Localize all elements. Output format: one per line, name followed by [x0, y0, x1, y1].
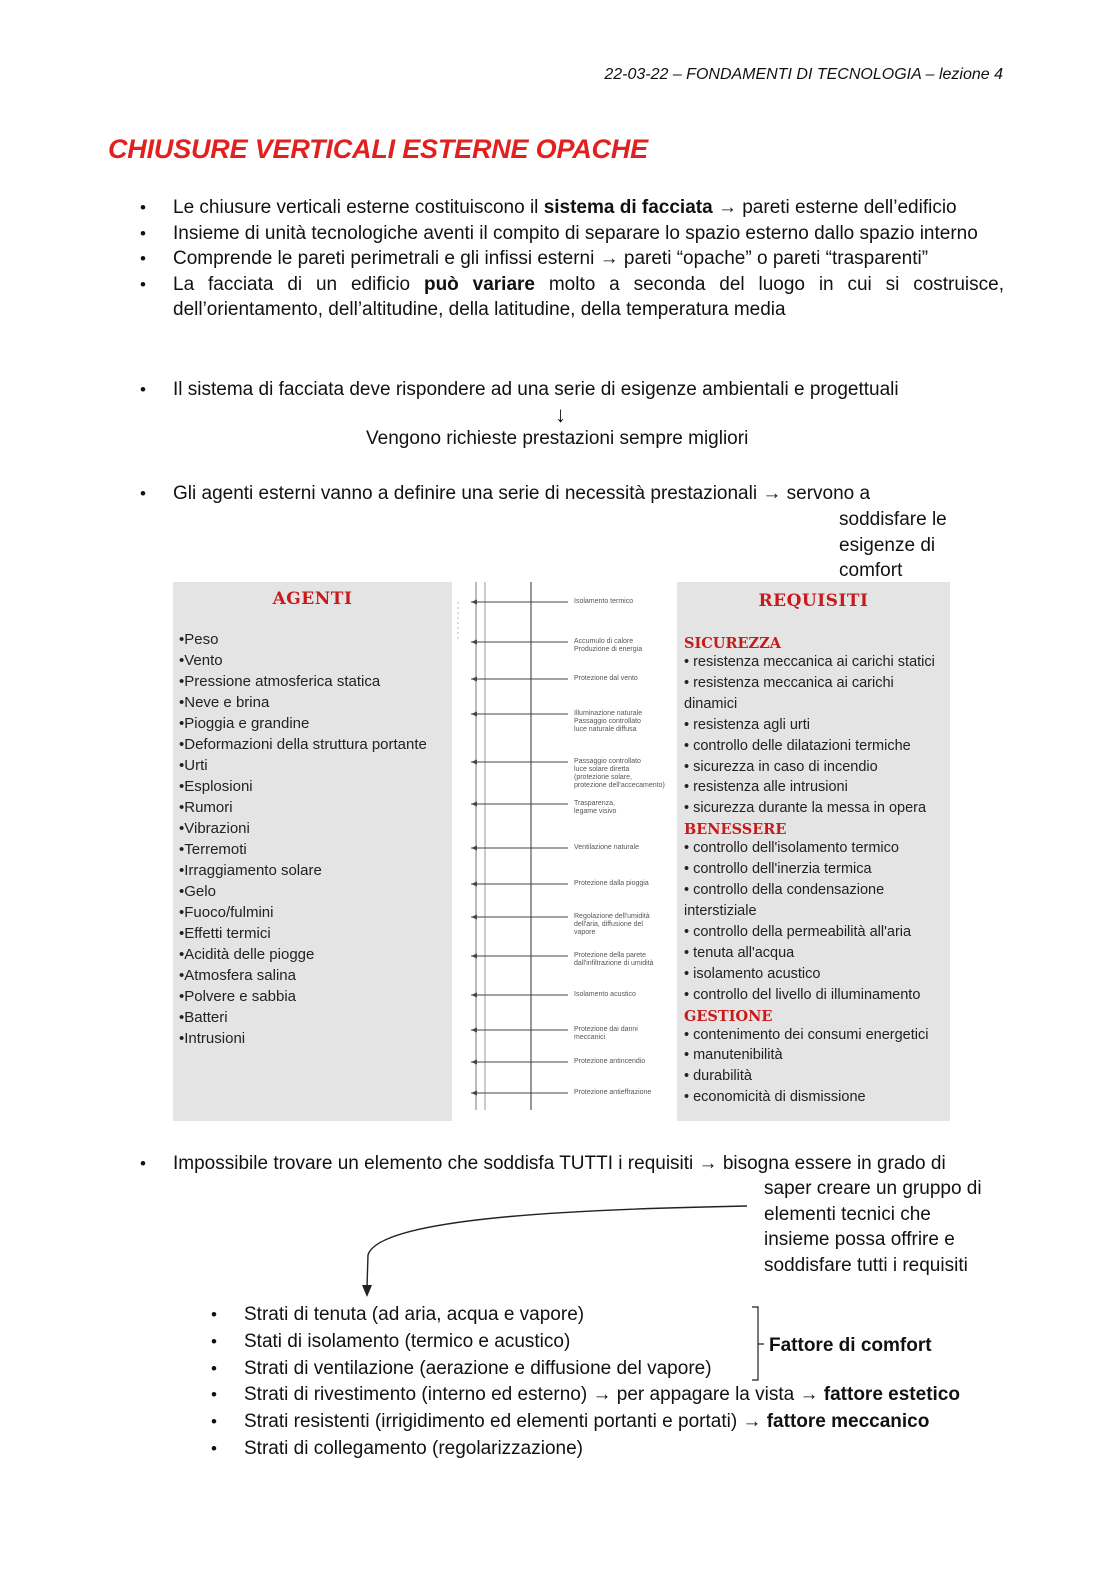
- requisito-item: • sicurezza in caso di incendio: [684, 758, 878, 775]
- diagram-arrow-head: [471, 882, 477, 887]
- diagram-arrow-head: [471, 993, 477, 998]
- diagram-arrow-head: [471, 760, 477, 765]
- requisito-item: • economicità di dismissione: [684, 1089, 866, 1106]
- agent-item: •Rumori: [179, 799, 233, 816]
- requisiti-group-list: [684, 1025, 950, 1109]
- requisiti-group-heading: GESTIONE: [684, 1007, 773, 1025]
- diagram-arrow-head: [471, 677, 477, 682]
- requisito-item: • manutenibilità: [684, 1047, 783, 1064]
- intro-bullet-list: [140, 195, 1004, 323]
- requisito-item: • resistenza agli urti: [684, 716, 810, 733]
- diagram-arrow-head: [471, 1060, 477, 1065]
- agent-item: •Polvere e sabbia: [179, 988, 296, 1005]
- requisito-item: • contenimento dei consumi energetici: [684, 1026, 929, 1043]
- agent-item: •Acidità delle piogge: [179, 946, 315, 963]
- agent-item: •Esplosioni: [179, 778, 253, 795]
- comfort-label: Fattore di comfort: [769, 1335, 932, 1356]
- agent-item: •Pioggia e grandine: [179, 715, 310, 732]
- down-arrow: ↓: [555, 402, 566, 427]
- requisito-item: • controllo del livello di illuminamento: [684, 986, 921, 1003]
- agents-panel: [173, 582, 452, 1121]
- requisito-item: • sicurezza durante la messa in opera: [684, 800, 927, 817]
- requisito-item: • controllo dell'inerzia termica: [684, 861, 872, 878]
- diagram-arrow-head: [471, 846, 477, 851]
- agent-item: •Fuoco/fulmini: [179, 904, 274, 921]
- diagram-arrow-head: [471, 915, 477, 920]
- agent-item: •Vibrazioni: [179, 820, 250, 837]
- agent-item: •Irraggiamento solare: [179, 862, 322, 879]
- agent-item: •Vento: [179, 652, 223, 669]
- agent-item: •Effetti termici: [179, 925, 271, 942]
- requisito-item: • controllo delle dilatazioni termiche: [684, 737, 911, 754]
- diagram-label: Protezione dalla pioggia: [574, 880, 649, 887]
- list-item: • La facciata di un edificio può variare molto a seconda del luogo in cui si costruisce, dell’orientamento, dell’altitudine, della latitudine, della temperatura media: [140, 272, 1004, 323]
- diagram-label: Protezione dal vento: [574, 675, 638, 682]
- diagram-label: Ventilazione naturale: [574, 844, 639, 851]
- requisito-item: • resistenza meccanica ai carichi dinamici: [684, 674, 894, 712]
- diagram-label: Isolamento acustico: [574, 991, 636, 998]
- requisiti-title: REQUISITI: [758, 591, 869, 611]
- requisito-item: • durabilità: [684, 1068, 752, 1085]
- requisito-item: • isolamento acustico: [684, 965, 821, 982]
- curved-arrow: [355, 1195, 755, 1305]
- requisiti-group-heading: SICUREZZA: [684, 635, 781, 652]
- list-item: • Strati resistenti (irrigidimento ed elementi portanti e portati) → fattore meccanico: [211, 1409, 960, 1436]
- agent-item: •Urti: [179, 757, 208, 774]
- list-item: • Strati di ventilazione (aerazione e diffusione del vapore): [211, 1356, 960, 1383]
- impossible-continuation: saper creare un gruppo di elementi tecnici che insieme possa offrire e soddisfare tutti i requisiti: [764, 1178, 982, 1276]
- diagram-label: Protezione dai danni meccanici: [574, 1026, 638, 1041]
- requisito-item: • controllo dell'isolamento termico: [684, 840, 899, 857]
- agent-item: •Neve e brina: [179, 694, 270, 711]
- agents-bullet: [140, 481, 1004, 507]
- requisito-item: • controllo della permeabilità all'aria: [684, 923, 912, 940]
- diagram-label: Passaggio controllato luce solare diretta (protezione solare, protezione dell'accecamento): [574, 758, 665, 789]
- diagram-label: Protezione antincendio: [574, 1058, 646, 1065]
- requisiti-group-heading: BENESSERE: [684, 821, 787, 839]
- list-item: • Strati di collegamento (regolarizzazione): [211, 1436, 960, 1463]
- agent-item: •Atmosfera salina: [179, 967, 296, 984]
- comfort-brace: [750, 1306, 770, 1382]
- agent-item: •Deformazioni della struttura portante: [179, 736, 427, 753]
- facade-diagram: [456, 582, 670, 1112]
- page-header: 22-03-22 – FONDAMENTI DI TECNOLOGIA – lezione 4: [604, 66, 1003, 83]
- agent-item: •Intrusioni: [179, 1030, 246, 1047]
- diagram-arrow-head: [471, 600, 477, 605]
- agent-item: •Gelo: [179, 883, 216, 900]
- diagram-arrow-head: [471, 1091, 477, 1096]
- diagram-label: Regolazione dell'umidità dell'aria, diffusione del vapore: [574, 913, 650, 936]
- agent-item: •Pressione atmosferica statica: [179, 673, 381, 690]
- requisito-item: • resistenza alle intrusioni: [684, 779, 848, 796]
- layers-list: [211, 1302, 960, 1463]
- list-item: • Strati di tenuta (ad aria, acqua e vapore): [211, 1302, 960, 1329]
- diagram-label: Isolamento termico: [574, 598, 634, 605]
- diagram-arrow-head: [471, 802, 477, 807]
- diagram-label: Accumulo di calore Produzione di energia: [574, 638, 643, 653]
- agent-item: •Peso: [179, 631, 219, 648]
- list-item: • Il sistema di facciata deve rispondere ad una serie di esigenze ambientali e progettuali: [140, 377, 1004, 403]
- list-item: • Insieme di unità tecnologiche aventi il compito di separare lo spazio esterno dallo spazio interno: [140, 221, 1004, 247]
- list-item: • Comprende le pareti perimetrali e gli infissi esterni → pareti “opache” o pareti “trasparenti”: [140, 246, 1004, 272]
- requisiti-groups: [677, 635, 950, 1108]
- agent-item: •Terremoti: [179, 841, 247, 858]
- list-item: • Le chiusure verticali esterne costituiscono il sistema di facciata → pareti esterne dell’edificio: [140, 195, 1004, 221]
- list-item: • Stati di isolamento (termico e acustico): [211, 1329, 960, 1356]
- list-item: • Gli agenti esterni vanno a definire una serie di necessità prestazionali → servono a: [140, 481, 1004, 507]
- requisiti-panel: [677, 582, 950, 1121]
- impossible-bullet: [140, 1151, 1004, 1177]
- requisiti-group-list: [684, 838, 950, 1005]
- agents-list: [173, 629, 452, 1049]
- agents-continuation: soddisfare le esigenze di comfort: [839, 509, 947, 581]
- page-title: CHIUSURE VERTICALI ESTERNE OPACHE: [108, 134, 648, 164]
- requisito-item: • tenuta all'acqua: [684, 944, 795, 961]
- agents-title: AGENTI: [272, 589, 353, 609]
- diagram-label: Trasparenza, legame visivo: [574, 800, 617, 815]
- requisito-item: • resistenza meccanica ai carichi statici: [684, 654, 935, 670]
- diagram-label: Protezione antieffrazione: [574, 1089, 652, 1096]
- diagram-label: Protezione della parete dall'infiltrazione di umidità: [574, 952, 654, 967]
- system-bullet: [140, 377, 1004, 403]
- requisito-item: • controllo della condensazione interstiziale: [684, 882, 885, 919]
- diagram-arrow-head: [471, 954, 477, 959]
- list-item: • Impossibile trovare un elemento che soddisfa TUTTI i requisiti → bisogna essere in grado di: [140, 1151, 1004, 1177]
- agent-item: •Batteri: [179, 1009, 228, 1026]
- diagram-arrow-head: [471, 640, 477, 645]
- diagram-arrow-head: [471, 1028, 477, 1033]
- diagram-label: Illuminazione naturale Passaggio controllato luce naturale diffusa: [574, 710, 643, 733]
- performance-line: Vengono richieste prestazioni sempre migliori: [366, 428, 749, 449]
- diagram-arrow-head: [471, 712, 477, 717]
- requisiti-group-list: [684, 652, 950, 819]
- list-item: • Strati di rivestimento (interno ed esterno) → per appagare la vista → fattore estetico: [211, 1382, 960, 1409]
